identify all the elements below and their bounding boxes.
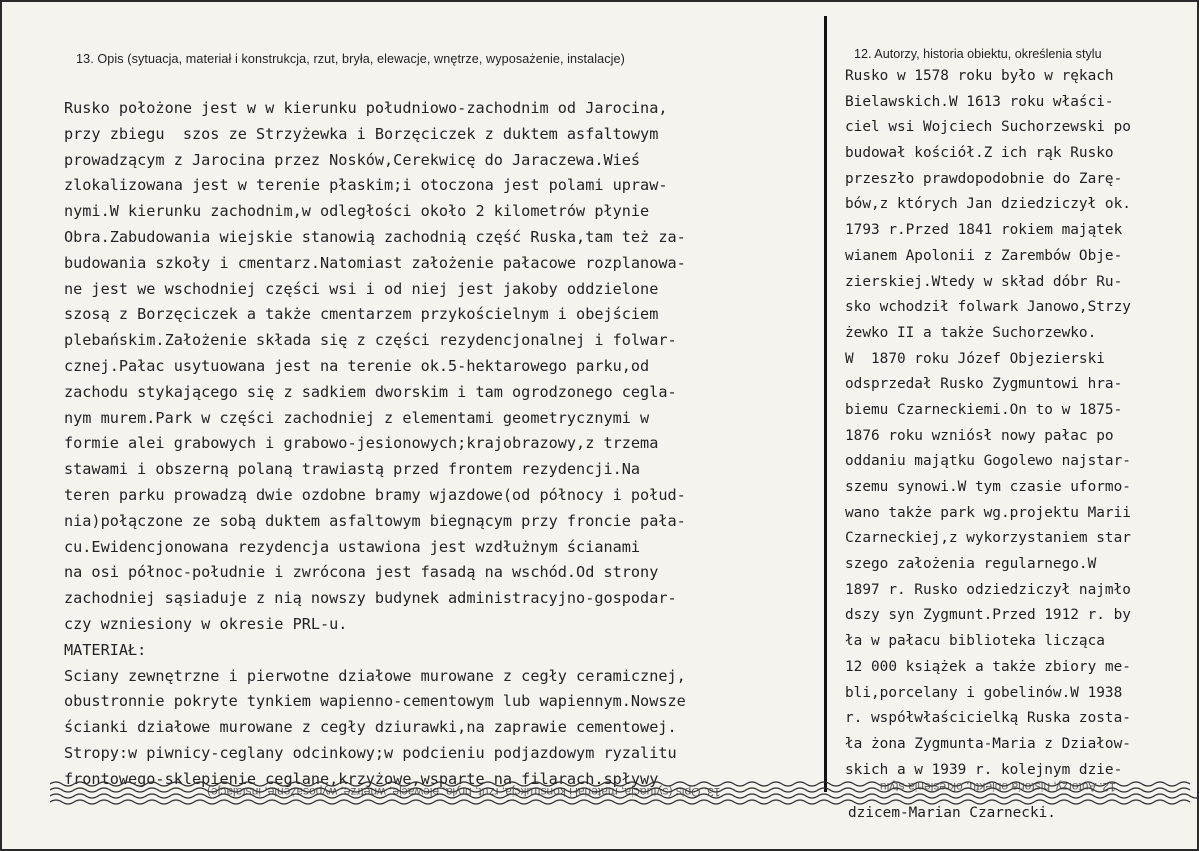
section-12-body [845,64,1190,783]
text-line: nia)połączone ze sobą duktem asfaltowym biegnącym przy froncie pała- [64,511,686,530]
text-line: szego założenia regularnego.W [845,556,1097,573]
text-line: bli,porcelany i gobelinów.W 1938 [845,684,1123,701]
text-line: budowania szkoły i cmentarz.Natomiast założenie pałacowe rozplanowa- [64,253,686,272]
text-line: cu.Ewidencjonowana rezydencja ustawiona jest wzdłużnym ścianami [64,537,641,556]
section-13-header: 13. Opis (sytuacja, materiał i konstrukcja, rzut, bryła, elewacje, wnętrze, wyposażenie, instalacje) [76,52,625,66]
text-line: 1793 r.Przed 1841 rokiem majątek [845,222,1123,239]
text-line: oddaniu majątku Gogolewo najstar- [845,453,1131,470]
text-line: ścianki działowe murowane z cegły dziurawki,na zaprawie cementowej. [64,718,677,737]
text-line: frontowego-sklepienie ceglane,krzyżowe,wsparte na filarach.spływy [64,769,659,788]
text-line: szosą z Borzęciczek a także cmentarzem przykościelnym i obejściem [64,305,659,324]
mirrored-section-12-header: 12. Autorzy, historia obiektu, określenia stylu [880,780,1116,794]
text-line: 1876 roku wzniósł nowy pałac po [845,427,1114,444]
text-line: dszy syn Zygmunt.Przed 1912 r. by [845,607,1131,624]
section-13-body [64,96,819,793]
text-line: zachodniej sąsiaduje z nią nowszy budynek administracyjno-gospodar- [64,589,677,608]
text-line: Sciany zewnętrzne i pierwotne działowe murowane z cegły ceramicznej, [64,666,686,685]
text-line: Stropy:w piwnicy-ceglany odcinkowy;w podcieniu podjazdowym ryzalitu [64,743,677,762]
text-line: ła żona Zygmunta-Maria z Działow- [845,735,1131,752]
text-line: odsprzedał Rusko Zygmuntowi hra- [845,376,1123,393]
text-line: stawami i obszerną polaną trawiastą przed frontem rezydencji.Na [64,460,641,479]
text-line: Obra.Zabudowania wiejskie stanowią zachodnią część Ruska,tam też za- [64,227,686,246]
text-line: na osi północ-południe i zwrócona jest fasadą na wschód.Od strony [64,563,659,582]
text-line: r. współwłaścicielką Ruska zosta- [845,710,1131,727]
text-line: ciel wsi Wojciech Suchorzewski po [845,119,1131,136]
text-line: szemu synowi.W tym czasie uformo- [845,479,1131,495]
text-line: przeszło prawdopodobnie do Zarę- [845,170,1123,187]
text-line: Rusko w 1578 roku było w rękach [845,68,1114,84]
text-line: plebańskim.Założenie składa się z części rezydencjonalnej i folwar- [64,331,677,350]
text-line: czy wzniesiony w okresie PRL-u. [64,614,348,633]
text-line: formie alei grabowych i grabowo-jesionowych;krajobrazowy,z trzema [64,434,659,453]
text-line: 1897 r. Rusko odziedziczył najmło [845,581,1131,598]
text-line: wianem Apolonii z Zarembów Obje- [845,247,1123,264]
text-line: przy zbiegu szos ze Strzyżewka i Borzęciczek z duktem asfaltowym [64,124,659,143]
text-line: ła w pałacu biblioteka licząca [845,633,1105,650]
text-line: nymi.W kierunku zachodnim,w odległości około 2 kilometrów płynie [64,202,650,221]
section-12-header: 12. Autorzy, historia obiektu, określenia stylu [854,47,1102,61]
text-line: Rusko położone jest w w kierunku południowo-zachodnim od Jarocina, [64,99,668,117]
text-line: sko wchodził folwark Janowo,Strzy [845,299,1131,316]
text-line: prowadzącym z Jarocina przez Nosków,Cerekwicę do Jaraczewa.Wieś [64,150,641,169]
text-line: wano także park wg.projektu Marii [845,504,1131,521]
text-line: Bielawskich.W 1613 roku właści- [845,93,1114,110]
text-line: 12 000 książek a także zbiory me- [845,658,1131,675]
text-line: skich a w 1939 r. kolejnym dzie- [845,761,1123,778]
text-line: zachodu stykającego się z sadkiem dworskim i tam ogrodzonego cegla- [64,382,677,401]
text-line: cznej.Pałac usytuowana jest na terenie ok.5-hektarowego parku,od [64,356,650,375]
text-line: Czarneckiej,z wykorzystaniem star [845,530,1131,547]
text-line: zierskiej.Wtedy w skład dóbr Ru- [845,273,1123,290]
trailing-line: dzicem-Marian Czarnecki. [848,805,1056,821]
mirrored-section-13-header: 13. Opis (sytuacja, materiał i konstrukcja, rzut, bryła, elewacje, wnętrze, wyposażenie, instalacje) [207,785,721,799]
text-line: biemu Czarneckiemi.On to w 1875- [845,401,1123,418]
text-line: bów,z których Jan dziedziczył ok. [845,196,1131,213]
text-line: zlokalizowana jest w terenie płaskim;i otoczona jest polami upraw- [64,176,668,195]
column-divider [824,16,827,792]
text-line: W 1870 roku Józef Objezierski [845,350,1105,367]
text-line: żewko II a także Suchorzewko. [845,324,1097,341]
text-line: teren parku prowadzą dwie ozdobne bramy wjazdowe(od północy i połud- [64,485,686,504]
text-line: obustronnie pokryte tynkiem wapienno-cementowym lub wapiennym.Nowsze [64,692,686,711]
text-line: nym murem.Park w części zachodniej z elementami geometrycznymi w [64,408,650,427]
material-heading: MATERIAŁ: [64,640,147,659]
text-line: ne jest we wschodniej części wsi i od niej jest jakoby oddzielone [64,279,659,298]
text-line: budował kościół.Z ich rąk Rusko [845,145,1114,162]
wave-line [50,800,1190,804]
